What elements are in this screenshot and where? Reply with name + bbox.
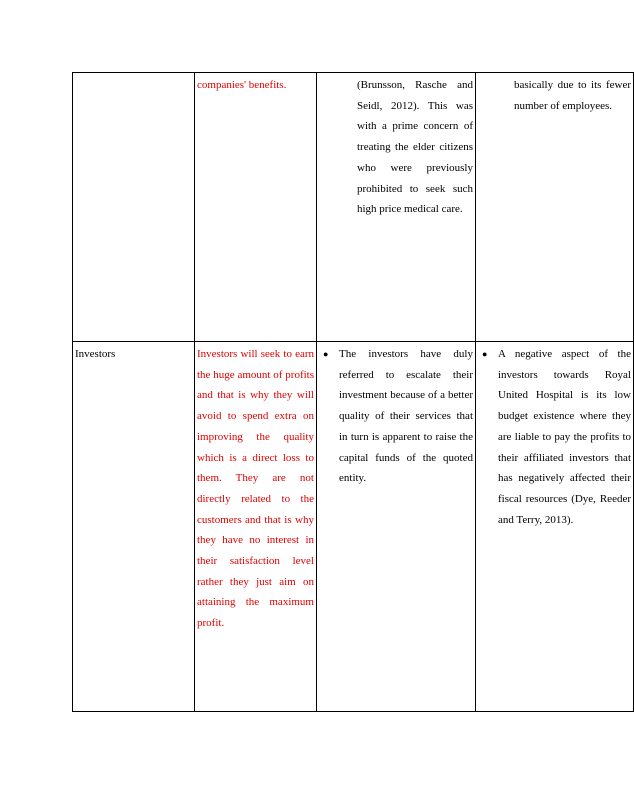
list-item — [319, 344, 473, 489]
table-row — [73, 73, 634, 342]
impact-cell — [195, 73, 317, 342]
positive-text: The investors have duly referred to escalate their investment because of a better quality of their services that in turn is apparent to raise the capital funds of the quoted entity. — [339, 348, 473, 485]
stakeholder-name: Investors — [75, 348, 116, 360]
stakeholder-cell — [73, 73, 195, 342]
positive-list — [319, 344, 473, 489]
positive-text: (Brunsson, Rasche and Seidl, 2012). This was with a prime concern of treating the elder citizens who were previously prohibited to seek such high price medical care. — [357, 79, 473, 216]
negative-cell — [476, 342, 634, 712]
negative-text: A negative aspect of the investors towards Royal United Hospital is its low budget existence where they are liable to pay the profits to their affiliated investors that has negatively affected their fiscal resources (Dye, Reeder and Terry, 2013). — [498, 348, 631, 526]
stakeholder-cell — [73, 342, 195, 712]
bullet-icon: ● — [323, 349, 329, 359]
table-row — [73, 342, 634, 712]
negative-cell — [476, 73, 634, 342]
impact-text: Investors will seek to earn the huge amount of profits and that is why they will avoid to spend extra on improving the quality which is a direct loss to them. They are not directly related to the customers and that is why they have no interest in their satisfaction level rather they just aim on attaining the maximum profit. — [197, 348, 314, 630]
positive-cell — [317, 73, 476, 342]
impact-cell — [195, 342, 317, 712]
impact-text: companies' benefits. — [197, 79, 287, 91]
negative-text: basically due to its fewer number of employees. — [514, 79, 631, 112]
positive-cell — [317, 342, 476, 712]
list-item — [478, 344, 631, 530]
bullet-icon: ● — [482, 349, 488, 359]
negative-list — [478, 344, 631, 530]
stakeholder-table — [72, 72, 634, 712]
